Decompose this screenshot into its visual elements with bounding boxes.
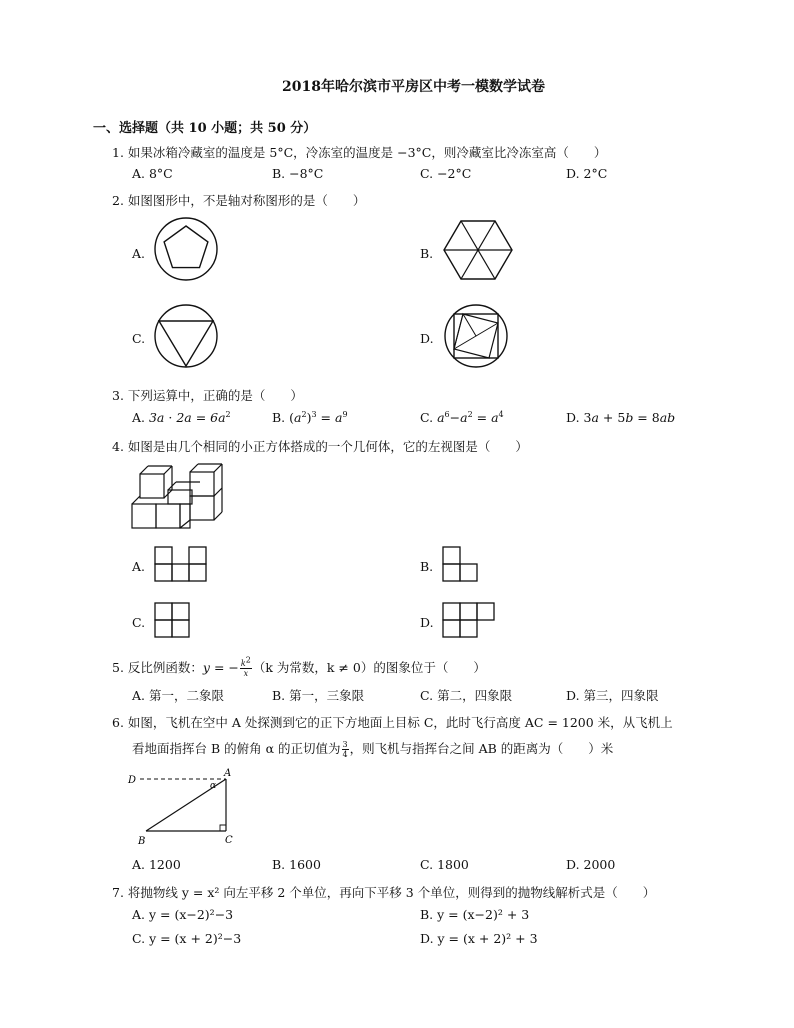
q2-label-b: B. [420,246,434,261]
q1-option-c: C. −2°C [420,166,472,181]
q6-label-c: C [225,835,233,846]
q6-option-a: A. 1200 [132,857,181,872]
q4-stem: 4. 如图是由几个相同的小正方体搭成的一个几何体，它的左视图是（ ） [112,439,528,454]
q7-option-d: D. y = (x + 2)² + 3 [420,931,538,946]
q2-label-d: D. [420,331,434,346]
q5-option-a: A. 第一，二象限 [132,688,224,703]
q3-option-a: A. $3a \cdot 2a = 6a^2$ [132,409,231,425]
q2-figure-a-pentagon-in-circle [153,216,219,282]
q7-option-c: C. y = (x + 2)²−3 [132,931,242,946]
q6-label-a: A [224,768,232,779]
q6-option-b: B. 1600 [272,857,321,872]
q7-stem: 7. 将抛物线 y = x² 向左平移 2 个单位，再向下平移 3 个单位，则得到的抛物线解析式是（ ） [112,885,656,900]
q3-option-c: C. $a^6-a^2 = a^4$ [420,409,504,425]
q2-label-a: A. [132,246,146,261]
q2-label-c: C. [132,331,146,346]
q5-option-c: C. 第二，四象限 [420,688,513,703]
section-header: 一、选择题（共 10 小题；共 50 分） [93,121,317,136]
q4-option-d-view [442,602,498,638]
q4-label-b: B. [420,559,434,574]
q4-option-b-view [442,546,480,582]
q1-option-a: A. 8°C [132,166,173,181]
q6-option-c: C. 1800 [420,857,469,872]
q6-label-d: D [128,775,137,786]
q3-option-d: D. 3a + 5b = 8ab [566,410,676,425]
q3-option-b: B. $(a^2)^3 = a^9$ [272,409,348,425]
q7-option-a: A. y = (x−2)²−3 [132,907,234,922]
q4-option-c-view [154,602,192,638]
q1-option-b: B. −8°C [272,166,324,181]
q1-option-d: D. 2°C [566,166,608,181]
q6-triangle-figure [126,766,246,846]
q6-stem-line1: 6. 如图，飞机在空中 A 处探测到它的正下方地面上目标 C，此时飞行高度 AC = 1200 米，从飞机上 [112,715,673,730]
q3-stem: 3. 下列运算中，正确的是（ ） [112,388,303,403]
q4-label-d: D. [420,615,434,630]
q5-option-b: B. 第一，三象限 [272,688,365,703]
q4-label-a: A. [132,559,146,574]
q6-stem-line2: 看地面指挥台 B 的俯角 α 的正切值为 $\frac{3}{4}$ ，则飞机与指挥台之间 AB 的距离为（ ）米 [132,740,614,759]
q5-stem: 5. 反比例函数：y = − $\frac{k^2}{x}$ （k 为常数，k ≠ 0）的图象位于（ ） [112,655,486,678]
q5-option-d: D. 第三，四象限 [566,688,659,703]
q6-label-b: B [138,836,146,847]
q2-figure-b-hexagon [443,220,513,280]
q4-option-a-view [154,546,208,582]
q6-option-d: D. 2000 [566,857,616,872]
q4-cube-solid-figure [130,464,226,530]
q6-label-alpha: α [210,781,217,791]
q2-stem: 2. 如图图形中，不是轴对称图形的是（ ） [112,193,366,208]
q2-figure-c-triangle-in-circle [153,303,219,369]
q2-figure-d-squares-in-circle [443,303,509,369]
q7-option-b: B. y = (x−2)² + 3 [420,907,530,922]
q1-stem: 1. 如果冰箱冷藏室的温度是 5°C，冷冻室的温度是 −3°C，则冷藏室比冷冻室高（ ） [112,145,607,160]
page-title: 2018年哈尔滨市平房区中考一模数学试卷 [282,79,545,95]
q4-label-c: C. [132,615,146,630]
